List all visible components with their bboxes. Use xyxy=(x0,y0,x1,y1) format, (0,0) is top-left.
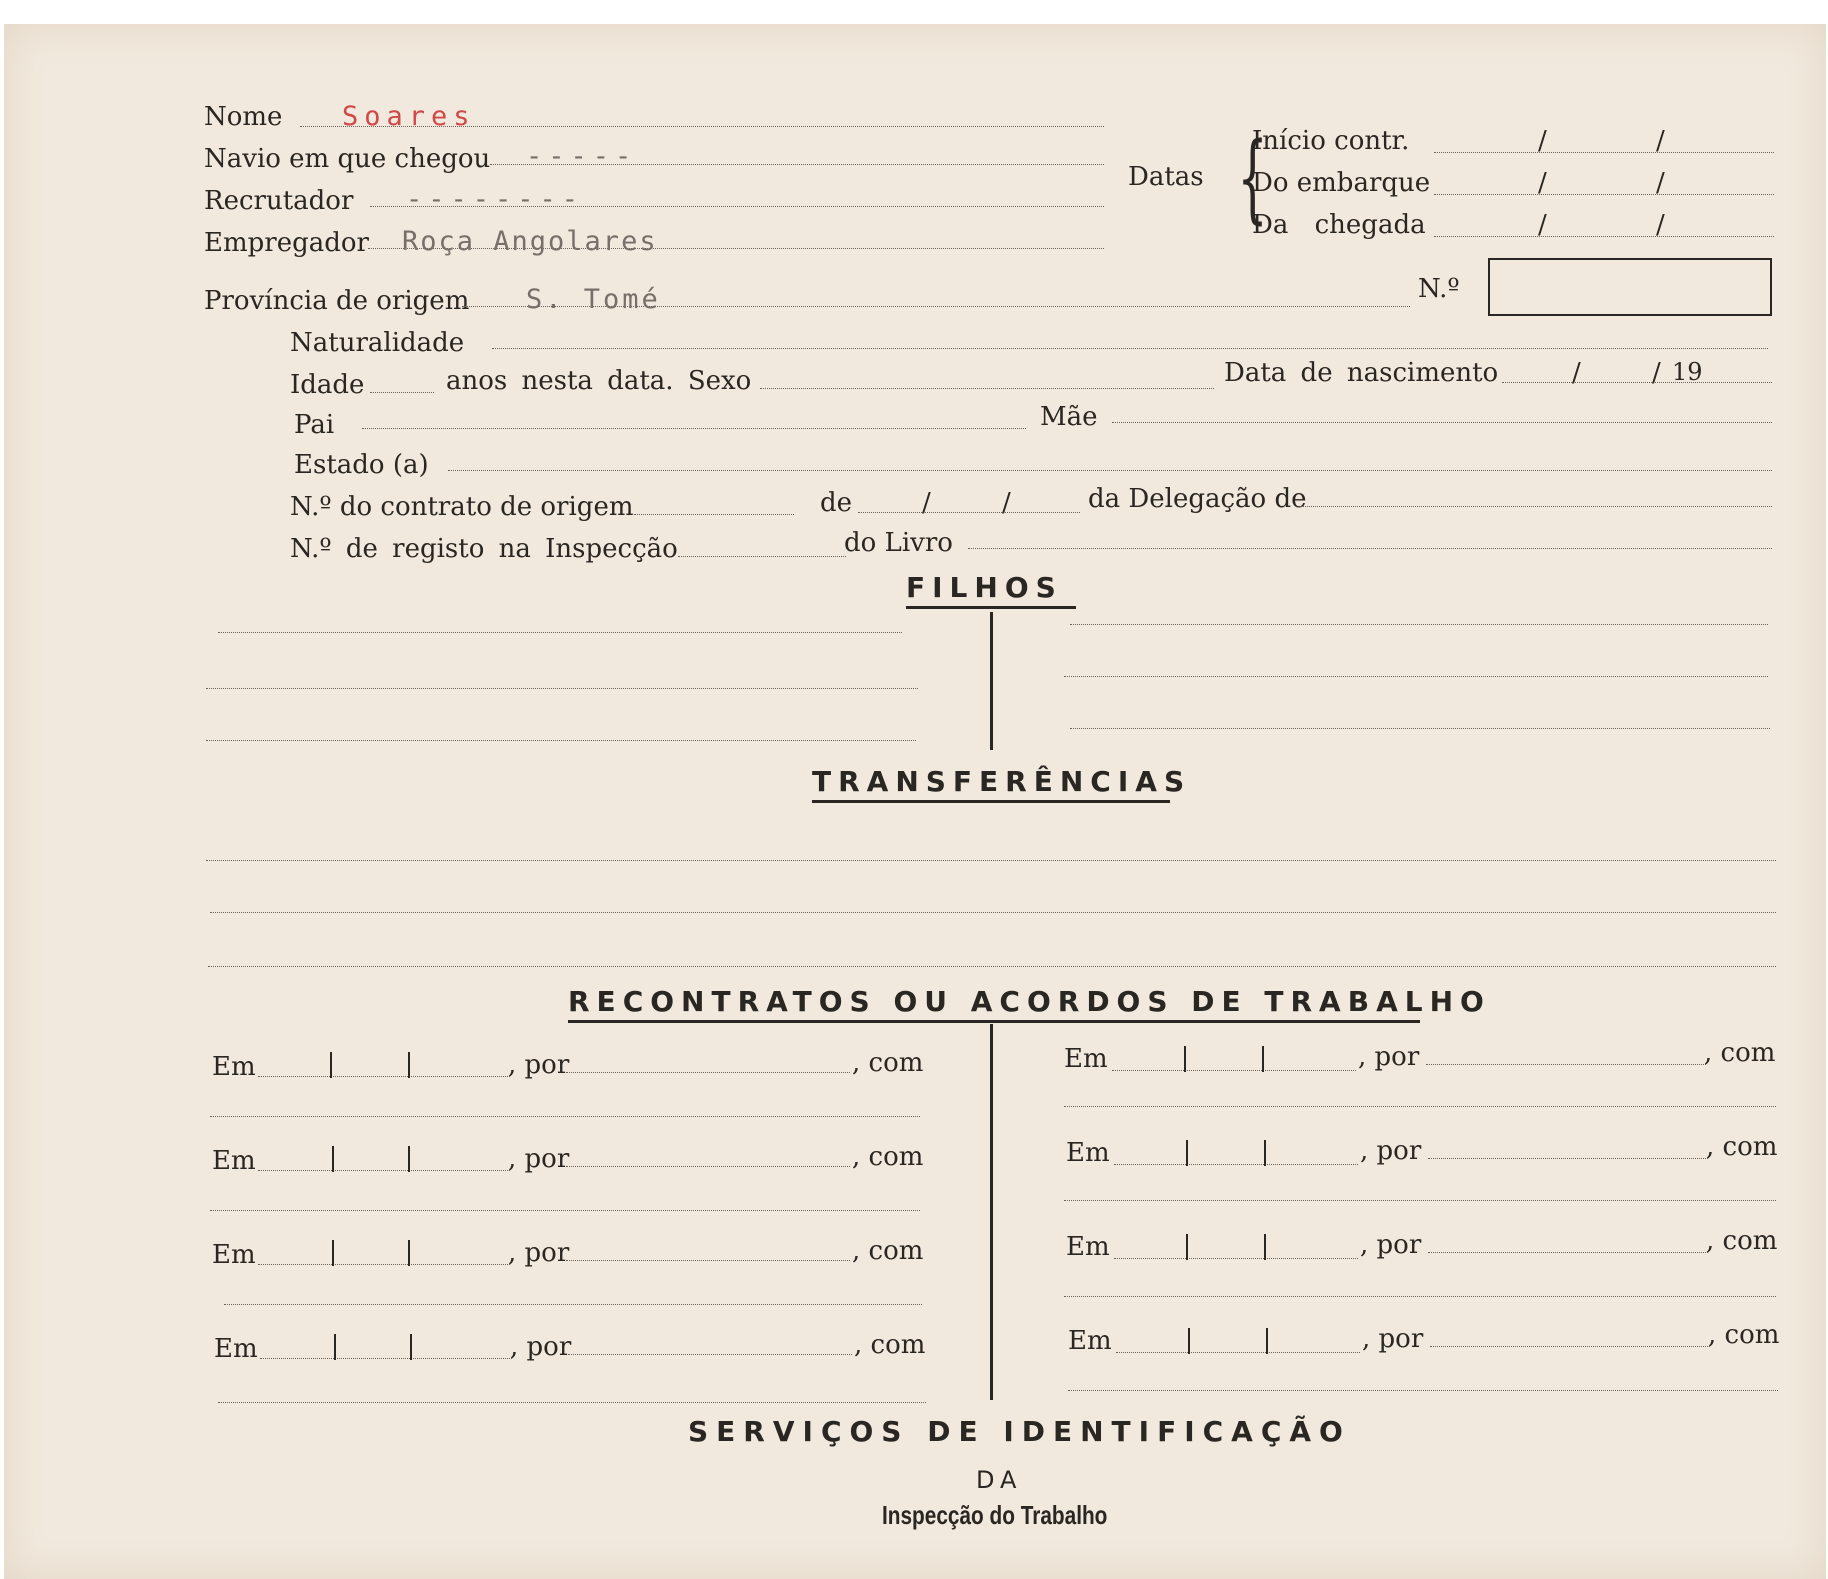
em-label: Em xyxy=(1064,1044,1108,1074)
em-date-line[interactable] xyxy=(1114,1258,1358,1259)
date-separator xyxy=(1186,1140,1188,1166)
registo-label: N.º de registo na Inspecção xyxy=(290,534,678,564)
embarque-label: Do embarque xyxy=(1252,168,1431,198)
com-line[interactable] xyxy=(210,1210,920,1211)
provincia-label: Província de origem xyxy=(204,286,470,316)
livro-label: do Livro xyxy=(844,528,953,558)
em-label: Em xyxy=(1066,1138,1110,1168)
transferencia-line-1[interactable] xyxy=(206,860,1776,861)
transferencia-line-3[interactable] xyxy=(208,966,1776,967)
inicio-slash-2: / xyxy=(1656,126,1665,156)
por-label: , por xyxy=(508,1050,570,1080)
nascimento-label: Data de nascimento xyxy=(1224,358,1499,388)
nome-value[interactable]: Soares xyxy=(342,101,476,132)
com-label: , com xyxy=(852,1048,924,1078)
com-label: , com xyxy=(1706,1132,1778,1162)
por-label: , por xyxy=(1360,1230,1422,1260)
naturalidade-line xyxy=(492,348,1768,349)
com-line[interactable] xyxy=(224,1304,922,1305)
empregador-value[interactable]: Roça Angolares xyxy=(402,226,658,257)
filho-line-3[interactable] xyxy=(206,740,916,741)
inicio-label: Início contr. xyxy=(1252,126,1410,156)
mae-label: Mãe xyxy=(1040,402,1098,432)
em-date-line[interactable] xyxy=(1114,1164,1358,1165)
filho-line-5[interactable] xyxy=(1064,676,1768,677)
filhos-underline xyxy=(906,606,1076,609)
por-line[interactable] xyxy=(566,1166,850,1167)
servicos-heading: SERVIÇOS DE IDENTIFICAÇÃO xyxy=(688,1415,1351,1448)
por-line[interactable] xyxy=(1426,1064,1706,1065)
registo-line xyxy=(678,556,846,557)
em-label: Em xyxy=(1066,1232,1110,1262)
por-label: , por xyxy=(508,1144,570,1174)
estado-label: Estado (a) xyxy=(294,450,429,480)
em-date-line[interactable] xyxy=(258,1076,510,1077)
anos-label: anos nesta data. Sexo xyxy=(446,366,752,396)
em-label: Em xyxy=(212,1240,256,1270)
date-separator xyxy=(1186,1234,1188,1260)
datas-label: Datas xyxy=(1128,162,1204,192)
com-line[interactable] xyxy=(210,1116,920,1117)
com-line[interactable] xyxy=(1068,1390,1778,1391)
delegacao-line xyxy=(1300,506,1772,507)
nascimento-line xyxy=(1502,382,1772,383)
por-line[interactable] xyxy=(568,1354,852,1355)
datas-brace: { xyxy=(1237,122,1268,234)
idade-line xyxy=(370,392,434,393)
recontratos-divider xyxy=(990,1024,993,1400)
por-line[interactable] xyxy=(566,1260,850,1261)
delegacao-label: da Delegação de xyxy=(1088,484,1307,514)
por-line[interactable] xyxy=(566,1072,850,1073)
inicio-line xyxy=(1434,152,1774,153)
por-label: , por xyxy=(1358,1042,1420,1072)
empregador-label: Empregador xyxy=(204,228,369,258)
com-line[interactable] xyxy=(1064,1200,1776,1201)
em-label: Em xyxy=(212,1052,256,1082)
com-line[interactable] xyxy=(1064,1296,1776,1297)
date-separator xyxy=(1188,1328,1190,1354)
recrutador-value[interactable]: -------- xyxy=(406,184,585,215)
mae-line xyxy=(1112,422,1772,423)
numero-label: N.º xyxy=(1418,274,1460,304)
embarque-line xyxy=(1434,194,1774,195)
em-date-line[interactable] xyxy=(1116,1352,1360,1353)
por-label: , por xyxy=(1360,1136,1422,1166)
date-separator xyxy=(330,1052,332,1078)
transferencias-heading: TRANSFERÊNCIAS xyxy=(812,765,1192,798)
recontratos-heading: RECONTRATOS OU ACORDOS DE TRABALHO xyxy=(568,985,1491,1018)
numero-box[interactable] xyxy=(1488,258,1772,316)
provincia-value[interactable]: S. Tomé xyxy=(526,284,661,315)
em-label: Em xyxy=(212,1146,256,1176)
com-label: , com xyxy=(854,1330,926,1360)
chegada-slash-2: / xyxy=(1656,210,1665,240)
contrato-date-line xyxy=(858,512,1080,513)
date-separator xyxy=(408,1052,410,1078)
contrato-slash-1: / xyxy=(922,488,931,518)
filho-line-1[interactable] xyxy=(218,632,902,633)
com-label: , com xyxy=(852,1142,924,1172)
transferencias-underline xyxy=(812,800,1170,803)
date-separator xyxy=(408,1240,410,1266)
naturalidade-label: Naturalidade xyxy=(290,328,465,358)
por-line[interactable] xyxy=(1428,1252,1708,1253)
date-separator xyxy=(332,1146,334,1172)
filho-line-4[interactable] xyxy=(1070,624,1768,625)
filho-line-2[interactable] xyxy=(206,688,918,689)
em-date-line[interactable] xyxy=(258,1170,510,1171)
filho-line-6[interactable] xyxy=(1070,728,1770,729)
nascimento-century: 19 xyxy=(1672,358,1703,386)
por-label: , por xyxy=(1362,1324,1424,1354)
em-date-line[interactable] xyxy=(260,1358,512,1359)
date-separator xyxy=(410,1334,412,1360)
chegada-line xyxy=(1434,236,1774,237)
inicio-slash-1: / xyxy=(1538,126,1547,156)
date-separator xyxy=(1264,1140,1266,1166)
date-separator xyxy=(1264,1234,1266,1260)
com-label: , com xyxy=(852,1236,924,1266)
com-label: , com xyxy=(1706,1226,1778,1256)
da-heading: DA xyxy=(976,1466,1023,1494)
date-separator xyxy=(334,1334,336,1360)
embarque-slash-2: / xyxy=(1656,168,1665,198)
em-date-line[interactable] xyxy=(1112,1070,1356,1071)
com-label: , com xyxy=(1704,1038,1776,1068)
em-date-line[interactable] xyxy=(258,1264,510,1265)
por-label: , por xyxy=(510,1332,572,1362)
contrato-label: N.º do contrato de origem xyxy=(290,492,634,522)
em-label: Em xyxy=(214,1334,258,1364)
filhos-heading: FILHOS xyxy=(906,571,1063,604)
recrutador-label: Recrutador xyxy=(204,186,354,216)
idade-label: Idade xyxy=(290,370,365,400)
com-line[interactable] xyxy=(1064,1106,1776,1107)
estado-line xyxy=(448,470,1772,471)
por-line[interactable] xyxy=(1428,1158,1708,1159)
inspeccao-heading: Inspecção do Trabalho xyxy=(882,1500,1108,1530)
por-line[interactable] xyxy=(1430,1346,1710,1347)
de-label: de xyxy=(820,488,853,518)
pai-label: Pai xyxy=(294,410,335,440)
date-separator xyxy=(1184,1046,1186,1072)
contrato-slash-2: / xyxy=(1002,488,1011,518)
recontratos-underline xyxy=(568,1020,1420,1023)
sexo-line xyxy=(760,388,1214,389)
nome-label: Nome xyxy=(204,102,283,132)
livro-line xyxy=(968,548,1772,549)
embarque-slash-1: / xyxy=(1538,168,1547,198)
em-label: Em xyxy=(1068,1326,1112,1356)
nascimento-slash-1: / xyxy=(1572,358,1581,388)
nascimento-slash-2: / xyxy=(1652,358,1661,388)
com-line[interactable] xyxy=(218,1402,926,1403)
com-label: , com xyxy=(1708,1320,1780,1350)
date-separator xyxy=(332,1240,334,1266)
chegada-label: Da chegada xyxy=(1252,210,1426,240)
date-separator xyxy=(1266,1328,1268,1354)
contrato-line xyxy=(634,514,794,515)
date-separator xyxy=(408,1146,410,1172)
filhos-divider xyxy=(990,612,993,750)
transferencia-line-2[interactable] xyxy=(210,912,1776,913)
chegada-slash-1: / xyxy=(1538,210,1547,240)
navio-label: Navio em que chegou xyxy=(204,144,491,174)
por-label: , por xyxy=(508,1238,570,1268)
navio-value[interactable]: ----- xyxy=(526,141,638,172)
pai-line xyxy=(362,428,1026,429)
date-separator xyxy=(1262,1046,1264,1072)
